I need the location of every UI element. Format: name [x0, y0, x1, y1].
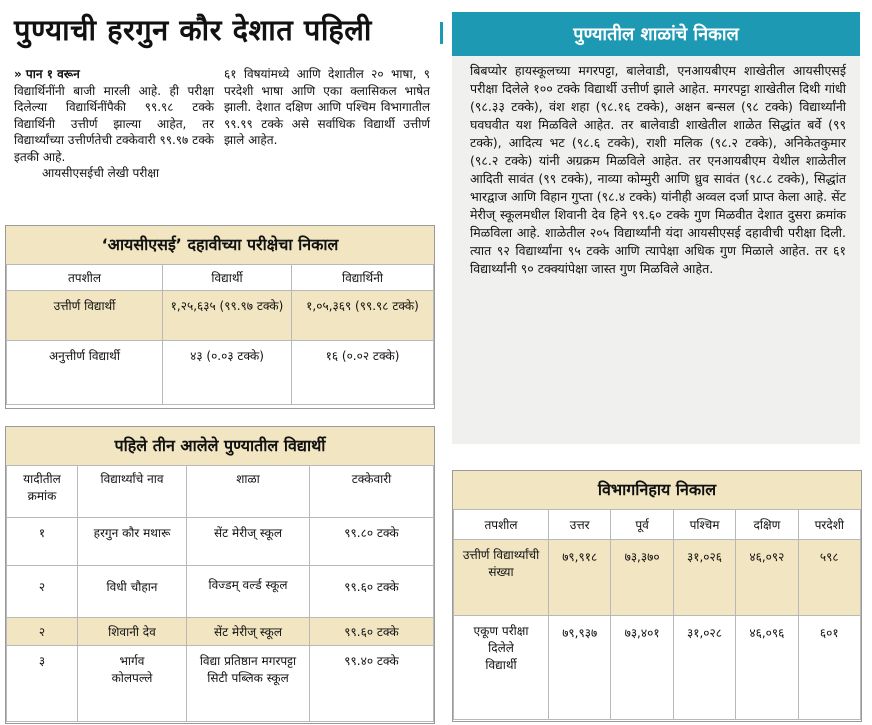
toppers-header-name: विद्यार्थ्यांचे नाव: [78, 466, 187, 518]
table-cell: ९९.६० टक्के: [310, 618, 434, 646]
toppers-header-school: शाळा: [187, 466, 310, 518]
table-row: [454, 616, 861, 720]
table-row: [454, 540, 861, 616]
pune-toppers-table: [5, 426, 435, 724]
table-row: [7, 566, 434, 618]
table-cell: ४६,०९६: [736, 616, 798, 720]
table-row: [7, 646, 434, 722]
table-cell: ७९,९१८: [549, 540, 611, 616]
table-cell: हरगुन कौर मथारू: [78, 518, 187, 566]
icse-table-title: ‘आयसीएसई’ दहावीच्या परीक्षेचा निकाल: [6, 226, 434, 264]
accent-bar: [440, 22, 443, 44]
table-cell: ३१,०२८: [673, 616, 735, 720]
table-row: [7, 518, 434, 566]
table-cell: ३१,०२६: [673, 540, 735, 616]
table-cell: ७९,९३७: [549, 616, 611, 720]
table-cell: १: [7, 518, 78, 566]
table-cell: ७३,४०१: [611, 616, 673, 720]
table-cell: १,०५,३६९ (९९.९८ टक्के): [292, 291, 434, 341]
region-table-title: विभागनिहाय निकाल: [453, 471, 861, 509]
table-row: [7, 618, 434, 646]
region-header-east: पूर्व: [611, 510, 673, 540]
table-cell: विधी चौहान: [78, 566, 187, 618]
table-cell: २: [7, 618, 78, 646]
region-header-abroad: परदेशी: [798, 510, 860, 540]
toppers-table-title: पहिले तीन आलेले पुण्यातील विद्यार्थी: [6, 427, 434, 465]
table-cell: सेंट मेरीज् स्कूल: [187, 618, 310, 646]
table-cell: उत्तीर्ण विद्यार्थ्यांची संख्या: [454, 540, 549, 616]
icse-header-detail: तपशील: [7, 265, 163, 291]
table-cell: भार्गव कोलपल्ले: [78, 646, 187, 722]
table-cell: अनुत्तीर्ण विद्यार्थी: [7, 341, 163, 405]
table-row: [7, 341, 434, 405]
icse-header-boys: विद्यार्थी: [163, 265, 292, 291]
toppers-header-rank: यादीतील क्रमांक: [7, 466, 78, 518]
jump-marker: » पान १ वरून: [14, 67, 80, 81]
icse-result-table: [5, 225, 435, 409]
schools-box: [452, 56, 860, 444]
table-cell: ९९.८० टक्के: [310, 518, 434, 566]
table-cell: १,२५,६३५ (९९.९७ टक्के): [163, 291, 292, 341]
region-header-west: पश्चिम: [673, 510, 735, 540]
table-cell: ६०१: [798, 616, 860, 720]
schools-box-title: पुण्यातील शाळांचे निकाल: [452, 12, 860, 56]
toppers-header-percent: टक्केवारी: [310, 466, 434, 518]
table-cell: एकूण परीक्षा दिलेले विद्यार्थी: [454, 616, 549, 720]
table-cell: विज्डम् वर्ल्ड स्कूल: [187, 566, 310, 618]
table-cell: ४३ (०.०३ टक्के): [163, 341, 292, 405]
table-cell: १६ (०.०२ टक्के): [292, 341, 434, 405]
icse-header-girls: विद्यार्थिनी: [292, 265, 434, 291]
region-result-table: [452, 470, 862, 722]
table-cell: शिवानी देव: [78, 618, 187, 646]
story-right-column: [224, 66, 430, 149]
table-cell: ७३,३७०: [611, 540, 673, 616]
story-left-paragraph-2: आयसीएसईची लेखी परीक्षा: [42, 166, 160, 180]
table-cell: ३: [7, 646, 78, 722]
table-cell: २: [7, 566, 78, 618]
table-cell: सेंट मेरीज् स्कूल: [187, 518, 310, 566]
region-header-south: दक्षिण: [736, 510, 798, 540]
story-left-column: [14, 66, 214, 182]
table-cell: विद्या प्रतिष्ठान मगरपट्टा सिटी पब्लिक स्कूल: [187, 646, 310, 722]
table-cell: ९९.४० टक्के: [310, 646, 434, 722]
story-right-paragraph: ६१ विषयांमध्ये आणि देशातील २० भाषा, ९ परदेशी भाषा आणि एका क्लासिकल भाषेत झाली. देशात दक्षिण आणि पश्चिम विभागातील ९९.९९ टक्के असे सर्वाधिक विद्यार्थी उत्तीर्ण झाले आहेत.: [224, 67, 430, 147]
table-cell: ९९.६० टक्के: [310, 566, 434, 618]
region-header-detail: तपशील: [454, 510, 549, 540]
region-header-north: उत्तर: [549, 510, 611, 540]
table-row: [7, 291, 434, 341]
schools-box-body: बिबप्योर हायस्कूलच्या मगरपट्टा, बालेवाडी, एनआयबीएम शाखेतील आयसीएसई परीक्षा दिलेले १०० टक्के विद्यार्थी उत्तीर्ण झाले आहेत. मगरपट्टा शाखेतील दिथी गांधी (९८.३३ टक्के), वंश शहा (९८.१६ टक्के), अक्षन बन्सल (९८ टक्के) विद्यार्थ्यांनी घवघवीत यश मिळविले आहेत. तर बालेवाडी शाखेतील शाळेत सिद्धांत बर्वे (९९ टक्के), आदित्य भट (९८.६ टक्के), राशी मलिक (९८.२ टक्के), अनिकेतकुमार (९८.२ टक्के) यांनी अग्रक्रम मिळविले आहेत. तर एनआयबीएम येथील शाळेतील आदिती सावंत (९९ टक्के), नाव्या कोम्मुरी आणि ध्रुव सावंत (९८.८ टक्के), सिद्धांत भारद्वाज आणि विहान गुप्ता (९८.४ टक्के) यांनीही अव्वल दर्जा प्राप्त केला आहे. सेंट मेरीज् स्कूलमधील शिवानी देव हिने ९९.६० टक्के गुण मिळवीत देशात दुसरा क्रमांक मिळविला आहे. शाळेतील २०५ विद्यार्थ्यांनी यंदा आयसीएसई दहावीची परीक्षा दिली. त्यात ९२ विद्यार्थ्यांना ९५ टक्के आणि त्यापेक्षा अधिक गुण मिळाले आहेत. तर ६१ विद्यार्थ्यांनी ९० टक्क्यांपेक्षा जास्त गुण मिळविले आहेत.: [470, 63, 846, 276]
table-cell: ५९८: [798, 540, 860, 616]
headline: पुण्याची हरगुन कौर देशात पहिली: [14, 13, 372, 47]
table-cell: ४६,०९२: [736, 540, 798, 616]
table-cell: उत्तीर्ण विद्यार्थी: [7, 291, 163, 341]
story-left-paragraph-1: विद्यार्थिनींनी बाजी मारली आहे. ही परीक्षा दिलेल्या विद्यार्थिनींपैकी ९९.९८ टक्के विद्यार्थिनी उत्तीर्ण झाल्या आहेत, तर विद्यार्थ्यांच्या उत्तीर्णतेची टक्केवारी ९९.९७ टक्के इतकी आहे.: [14, 83, 214, 164]
